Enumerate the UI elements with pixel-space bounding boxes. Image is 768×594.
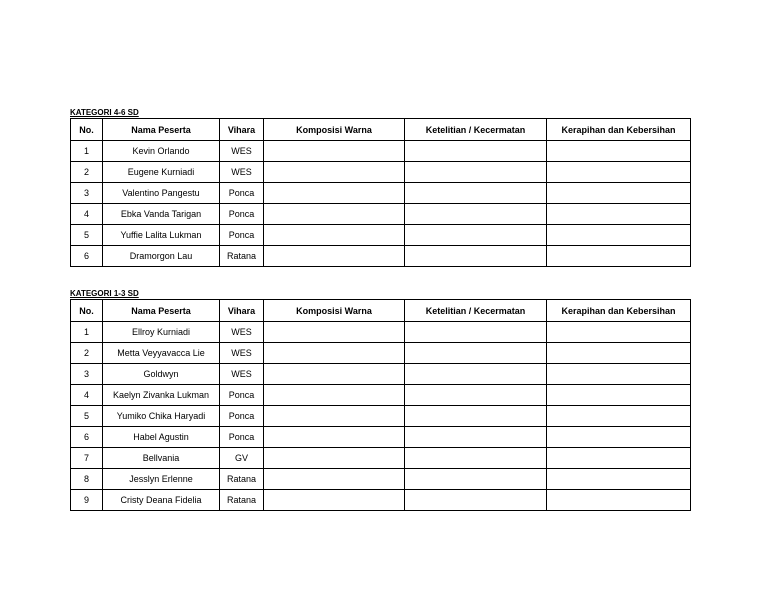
table-row bbox=[71, 469, 691, 490]
table-row bbox=[71, 246, 691, 267]
score-cell bbox=[405, 322, 547, 343]
header-nama-peserta: Nama Peserta bbox=[103, 119, 220, 141]
row-vihara: Ponca bbox=[220, 183, 264, 204]
row-vihara: Ponca bbox=[220, 427, 264, 448]
score-cell bbox=[547, 448, 691, 469]
row-vihara: Ratana bbox=[220, 490, 264, 511]
row-no: 2 bbox=[71, 343, 103, 364]
score-cell bbox=[547, 225, 691, 246]
header-kerapihan: Kerapihan dan Kebersihan bbox=[547, 119, 691, 141]
row-no: 1 bbox=[71, 141, 103, 162]
table-row bbox=[71, 406, 691, 427]
header-kerapihan: Kerapihan dan Kebersihan bbox=[547, 300, 691, 322]
row-vihara: Ratana bbox=[220, 469, 264, 490]
score-cell bbox=[405, 246, 547, 267]
header-komposisi-warna: Komposisi Warna bbox=[264, 300, 405, 322]
score-cell bbox=[547, 246, 691, 267]
row-vihara: Ponca bbox=[220, 225, 264, 246]
row-name: Dramorgon Lau bbox=[103, 246, 220, 267]
section-title: KATEGORI 4-6 SD bbox=[70, 108, 139, 117]
row-name: Kaelyn Zivanka Lukman bbox=[103, 385, 220, 406]
score-cell bbox=[264, 469, 405, 490]
section-kategori-4-6 bbox=[70, 108, 690, 267]
row-name: Metta Veyyavacca Lie bbox=[103, 343, 220, 364]
row-no: 8 bbox=[71, 469, 103, 490]
header-komposisi-warna: Komposisi Warna bbox=[264, 119, 405, 141]
score-cell bbox=[264, 225, 405, 246]
table-row bbox=[71, 322, 691, 343]
score-cell bbox=[547, 204, 691, 225]
header-nama-peserta: Nama Peserta bbox=[103, 300, 220, 322]
score-cell bbox=[264, 343, 405, 364]
header-ketelitian: Ketelitian / Kecermatan bbox=[405, 119, 547, 141]
row-name: Ellroy Kurniadi bbox=[103, 322, 220, 343]
score-cell bbox=[547, 406, 691, 427]
table-row bbox=[71, 448, 691, 469]
table-row bbox=[71, 183, 691, 204]
header-no: No. bbox=[71, 119, 103, 141]
table-row bbox=[71, 141, 691, 162]
score-cell bbox=[405, 364, 547, 385]
score-cell bbox=[405, 448, 547, 469]
row-no: 6 bbox=[71, 427, 103, 448]
score-cell bbox=[264, 183, 405, 204]
table-row bbox=[71, 427, 691, 448]
score-cell bbox=[547, 343, 691, 364]
row-no: 1 bbox=[71, 322, 103, 343]
row-vihara: WES bbox=[220, 322, 264, 343]
score-cell bbox=[264, 490, 405, 511]
row-vihara: WES bbox=[220, 364, 264, 385]
row-name: Goldwyn bbox=[103, 364, 220, 385]
section-kategori-1-3 bbox=[70, 289, 690, 511]
row-vihara: GV bbox=[220, 448, 264, 469]
header-vihara: Vihara bbox=[220, 119, 264, 141]
row-name: Yuffie Lalita Lukman bbox=[103, 225, 220, 246]
score-cell bbox=[264, 141, 405, 162]
row-no: 2 bbox=[71, 162, 103, 183]
row-name: Ebka Vanda Tarigan bbox=[103, 204, 220, 225]
table-row bbox=[71, 490, 691, 511]
row-name: Habel Agustin bbox=[103, 427, 220, 448]
score-cell bbox=[547, 322, 691, 343]
score-cell bbox=[405, 141, 547, 162]
score-cell bbox=[264, 406, 405, 427]
row-name: Kevin Orlando bbox=[103, 141, 220, 162]
score-cell bbox=[405, 427, 547, 448]
score-cell bbox=[405, 490, 547, 511]
table-header-row bbox=[71, 300, 691, 322]
table-row bbox=[71, 204, 691, 225]
table-row bbox=[71, 343, 691, 364]
participant-table bbox=[70, 118, 691, 267]
header-vihara: Vihara bbox=[220, 300, 264, 322]
row-vihara: WES bbox=[220, 162, 264, 183]
score-cell bbox=[405, 469, 547, 490]
row-vihara: Ponca bbox=[220, 406, 264, 427]
score-cell bbox=[264, 204, 405, 225]
row-name: Eugene Kurniadi bbox=[103, 162, 220, 183]
score-cell bbox=[264, 385, 405, 406]
score-cell bbox=[547, 469, 691, 490]
row-no: 9 bbox=[71, 490, 103, 511]
score-cell bbox=[547, 385, 691, 406]
row-no: 4 bbox=[71, 204, 103, 225]
row-vihara: WES bbox=[220, 343, 264, 364]
score-cell bbox=[264, 448, 405, 469]
score-cell bbox=[547, 364, 691, 385]
score-cell bbox=[405, 204, 547, 225]
score-cell bbox=[547, 183, 691, 204]
score-cell bbox=[547, 162, 691, 183]
row-vihara: Ratana bbox=[220, 246, 264, 267]
row-no: 6 bbox=[71, 246, 103, 267]
row-no: 5 bbox=[71, 225, 103, 246]
row-name: Bellvania bbox=[103, 448, 220, 469]
score-cell bbox=[547, 490, 691, 511]
row-no: 5 bbox=[71, 406, 103, 427]
score-cell bbox=[264, 162, 405, 183]
row-name: Valentino Pangestu bbox=[103, 183, 220, 204]
row-no: 3 bbox=[71, 183, 103, 204]
section-title: KATEGORI 1-3 SD bbox=[70, 289, 139, 298]
table-header-row bbox=[71, 119, 691, 141]
score-cell bbox=[264, 322, 405, 343]
row-no: 4 bbox=[71, 385, 103, 406]
row-vihara: Ponca bbox=[220, 385, 264, 406]
table-row bbox=[71, 364, 691, 385]
score-cell bbox=[405, 385, 547, 406]
score-cell bbox=[405, 225, 547, 246]
participant-table bbox=[70, 299, 691, 511]
score-cell bbox=[264, 246, 405, 267]
score-cell bbox=[264, 364, 405, 385]
row-name: Jesslyn Erlenne bbox=[103, 469, 220, 490]
score-cell bbox=[547, 141, 691, 162]
row-vihara: WES bbox=[220, 141, 264, 162]
table-row bbox=[71, 385, 691, 406]
score-cell bbox=[547, 427, 691, 448]
row-name: Yumiko Chika Haryadi bbox=[103, 406, 220, 427]
score-cell bbox=[405, 183, 547, 204]
score-cell bbox=[264, 427, 405, 448]
score-cell bbox=[405, 162, 547, 183]
score-cell bbox=[405, 343, 547, 364]
header-no: No. bbox=[71, 300, 103, 322]
row-no: 3 bbox=[71, 364, 103, 385]
header-ketelitian: Ketelitian / Kecermatan bbox=[405, 300, 547, 322]
row-no: 7 bbox=[71, 448, 103, 469]
score-cell bbox=[405, 406, 547, 427]
table-row bbox=[71, 162, 691, 183]
table-row bbox=[71, 225, 691, 246]
row-name: Cristy Deana Fidelia bbox=[103, 490, 220, 511]
row-vihara: Ponca bbox=[220, 204, 264, 225]
